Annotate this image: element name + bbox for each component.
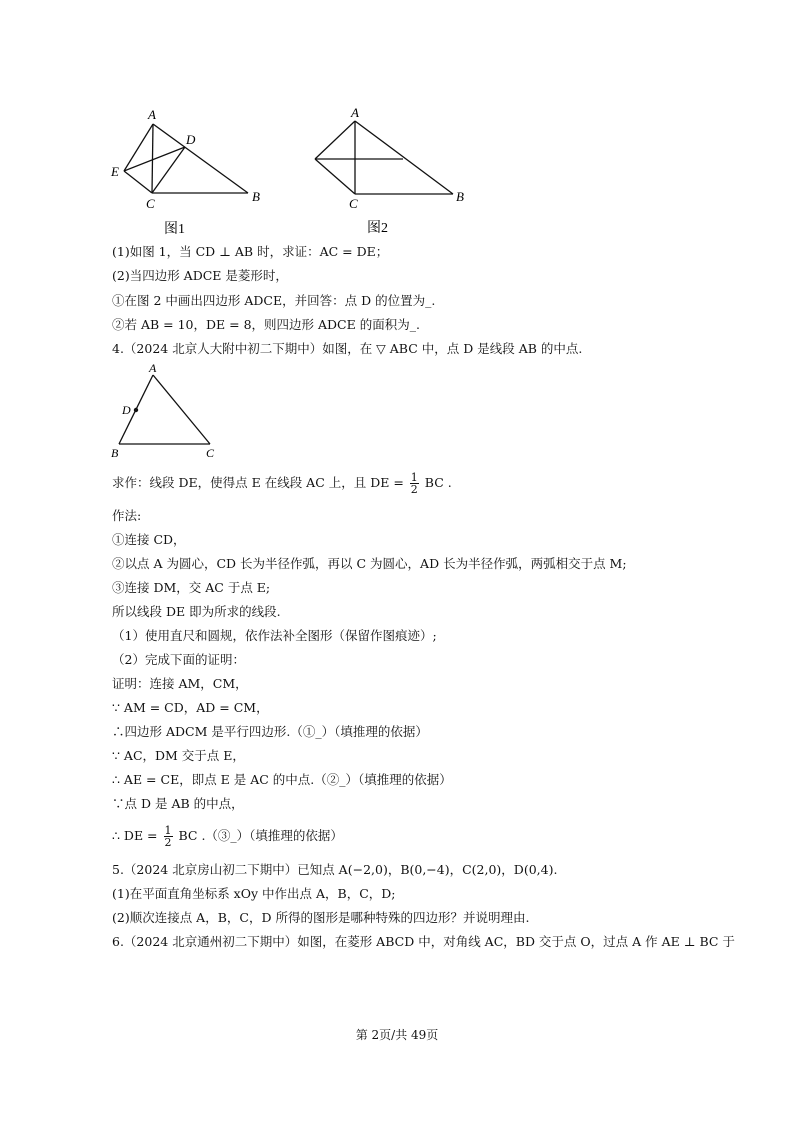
fig3-label-c: C xyxy=(206,446,215,460)
fig1-caption: 图1 xyxy=(164,222,185,237)
method-step-1: ①连接 CD， xyxy=(112,532,186,547)
method-heading: 作法: xyxy=(112,508,142,523)
proof-line-2: ∵ AM = CD，AD = CM， xyxy=(112,700,269,715)
proof-line-1: 证明：连接 AM，CM， xyxy=(112,676,248,691)
question-4-header: 4.（2024 北京人大附中初二下期中）如图，在 ▽ ABC 中，点 D 是线段 AB 的中点. xyxy=(112,341,583,356)
question-5-header: 5.（2024 北京房山初二下期中）已知点 A(−2,0)，B(0,−4)，C(2,0)，D(0,4). xyxy=(112,862,558,877)
task-text-pre: 求作：线段 DE，使得点 E 在线段 AC 上，且 DE = xyxy=(112,475,404,490)
fraction-half xyxy=(410,472,419,495)
fig1-label-c: C xyxy=(146,196,155,211)
question-4-part-2: （2）完成下面的证明： xyxy=(112,652,245,667)
fig1-label-d: D xyxy=(186,132,196,147)
fig2-caption: 图2 xyxy=(367,221,388,236)
fig3-label-b: B xyxy=(111,446,119,460)
question-6-header: 6.（2024 北京通州初二下期中）如图，在菱形 ABCD 中，对角线 AC，BD 交于点 O，过点 A 作 AE ⊥ BC 于 xyxy=(112,934,735,949)
question-4-part-1: （1）使用直尺和圆规，依作法补全图形（保留作图痕迹）; xyxy=(112,628,437,643)
fig2-label-a: A xyxy=(351,105,359,120)
fig2-label-c: C xyxy=(349,196,358,211)
figure-2 xyxy=(305,104,475,238)
question-3-part-1: (1)如图 1，当 CD ⊥ AB 时，求证：AC = DE； xyxy=(112,244,389,259)
question-3-part-2-2: ②若 AB = 10，DE = 8，则四边形 ADCE 的面积为_. xyxy=(112,317,420,332)
task-text-post: BC . xyxy=(424,475,452,490)
fraction-half-2 xyxy=(164,825,173,848)
proof-line-7 xyxy=(112,825,343,848)
proof-line-4: ∵ AC，DM 交于点 E， xyxy=(112,748,245,763)
question-3-part-2-1: ①在图 2 中画出四边形 ADCE，并回答：点 D 的位置为_. xyxy=(112,293,436,308)
proof-line-6: ∵点 D 是 AB 的中点， xyxy=(112,796,244,811)
fig1-label-b: B xyxy=(252,189,260,204)
fig1-label-a: A xyxy=(148,107,156,122)
figure-triangle-abc xyxy=(106,362,226,460)
page-footer: 第 2页/共 49页 xyxy=(355,1028,439,1042)
fraction-denominator-2: 2 xyxy=(164,836,172,849)
proof-line-5: ∴ AE = CE，即点 E 是 AC 的中点.（②_）（填推理的依据） xyxy=(112,772,452,787)
proof-line-3: ∴四边形 ADCM 是平行四边形.（①_）（填推理的依据） xyxy=(112,724,428,739)
fig1-label-e: E xyxy=(111,164,119,179)
figure-1 xyxy=(108,104,268,238)
method-step-2: ②以点 A 为圆心，CD 长为半径作弧，再以 C 为圆心，AD 长为半径作弧，两弧相交于点 M; xyxy=(112,556,627,571)
method-conclusion: 所以线段 DE 即为所求的线段. xyxy=(112,604,281,619)
fraction-denominator: 2 xyxy=(410,483,418,496)
question-4-task xyxy=(112,472,452,495)
question-5-part-1: (1)在平面直角坐标系 xOy 中作出点 A，B，C，D; xyxy=(112,886,396,901)
fraction-numerator: 1 xyxy=(410,471,418,484)
proof-line-7-post: BC .（③_）（填推理的依据） xyxy=(178,828,343,843)
fig3-label-a: A xyxy=(149,362,157,375)
method-step-3: ③连接 DM，交 AC 于点 E; xyxy=(112,580,271,595)
proof-line-7-pre: ∴ DE = xyxy=(112,828,158,843)
fig3-label-d: D xyxy=(122,403,131,417)
fig2-label-b: B xyxy=(456,189,464,204)
question-3-part-2: (2)当四边形 ADCE 是菱形时， xyxy=(112,268,288,283)
question-5-part-2: (2)顺次连接点 A，B，C，D 所得的图形是哪种特殊的四边形？并说明理由. xyxy=(112,910,530,925)
fraction-numerator-2: 1 xyxy=(164,824,172,837)
